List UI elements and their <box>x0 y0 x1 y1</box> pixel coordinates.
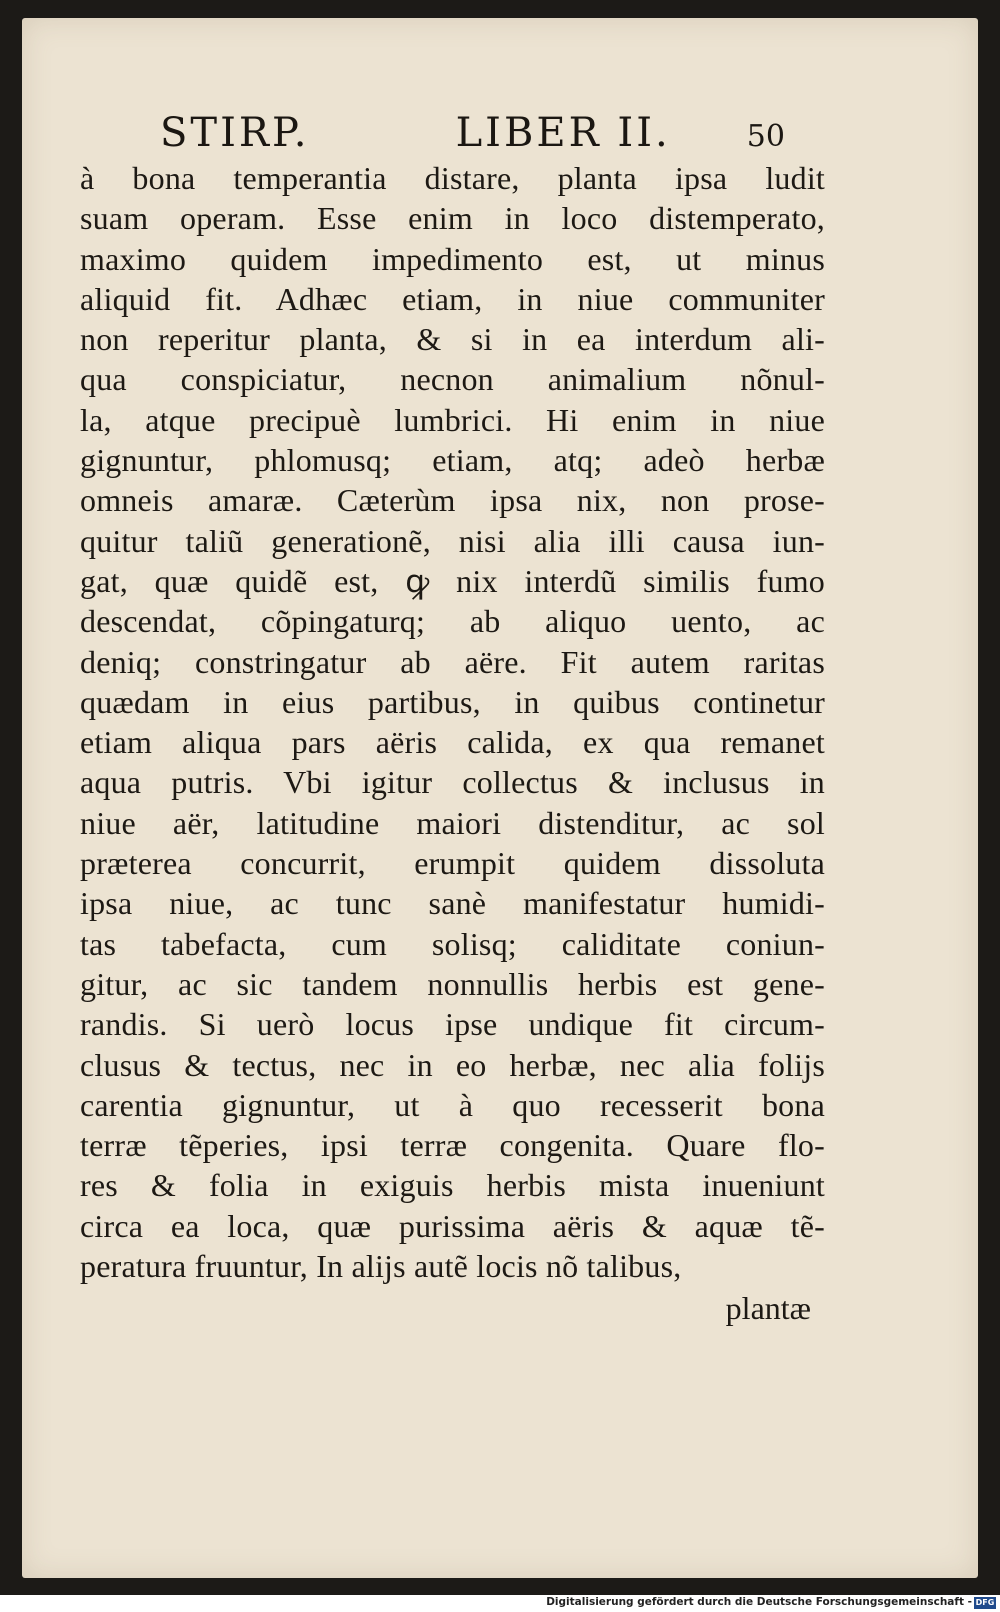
text-line: res & folia in exiguis herbis mista inueniunt <box>80 1167 825 1204</box>
text-line: etiam aliqua pars aëris calida, ex qua remanet <box>80 724 825 761</box>
text-line: præterea concurrit, erumpit quidem dissoluta <box>80 845 825 882</box>
text-line: peratura fruuntur, In alijs autẽ locis nõ talibus, <box>80 1248 682 1285</box>
book-page <box>22 18 978 1578</box>
text-line: circa ea loca, quæ purissima aëris & aquæ tẽ- <box>80 1207 825 1244</box>
text-line: gat, quæ quidẽ est, ꝙ nix interdũ similis fumo <box>80 562 825 599</box>
text-line: quitur taliũ generationẽ, nisi alia illi causa iun- <box>80 522 825 559</box>
text-line: gignuntur, phlomusq; etiam, atq; adeò herbæ <box>80 442 825 479</box>
text-line: qua conspiciatur, necnon animalium nõnul- <box>80 361 825 398</box>
running-head <box>80 110 825 156</box>
text-line: aqua putris. Vbi igitur collectus & inclusus in <box>80 764 825 801</box>
running-head-book-number: LIBER II. <box>455 110 671 156</box>
text-line: quædam in eius partibus, in quibus continetur <box>80 683 825 720</box>
text-line: descendat, cõpingaturq; ab aliquo uento, ac <box>80 603 825 640</box>
text-line: à bona temperantia distare, planta ipsa ludit <box>80 160 825 196</box>
text-line: tas tabefacta, cum solisq; caliditate coniun- <box>80 925 825 962</box>
text-line: deniq; constringatur ab aëre. Fit autem raritas <box>80 643 825 680</box>
text-line: omneis amaræ. Cæterùm ipsa nix, non prose- <box>80 482 825 519</box>
dfg-logo-icon: DFG <box>975 1598 995 1607</box>
text-line: clusus & tectus, nec in eo herbæ, nec alia folijs <box>80 1046 825 1083</box>
text-line: aliquid fit. Adhæc etiam, in niue communiter <box>80 280 825 317</box>
page-content <box>80 110 825 1328</box>
text-line: gitur, ac sic tandem nonnullis herbis est gene- <box>80 965 825 1002</box>
text-line: terræ tẽperies, ipsi terræ congenita. Quare flo- <box>80 1127 825 1164</box>
digitization-footer <box>0 1595 1000 1612</box>
running-head-short-title: STIRP. <box>160 110 310 156</box>
funding-credit: Digitalisierung gefördert durch die Deutsche Forschungsgemeinschaft - <box>546 1596 972 1608</box>
text-line: niue aër, latitudine maiori distenditur, ac sol <box>80 804 825 841</box>
text-line: carentia gignuntur, ut à quo recesserit bona <box>80 1086 825 1123</box>
catchword: plantæ <box>725 1290 811 1327</box>
text-line: suam operam. Esse enim in loco distemperato, <box>80 200 825 237</box>
body-text <box>80 158 825 1286</box>
text-line: non reperitur planta, & si in ea interdum ali- <box>80 321 825 358</box>
text-line: randis. Si uerò locus ipse undique fit circum- <box>80 1006 825 1043</box>
text-line: ipsa niue, ac tunc sanè manifestatur humidi- <box>80 885 825 922</box>
text-line: maximo quidem impedimento est, ut minus <box>80 240 825 277</box>
text-line: la, atque precipuè lumbrici. Hi enim in niue <box>80 401 825 438</box>
folio-number: 50 <box>746 119 785 154</box>
